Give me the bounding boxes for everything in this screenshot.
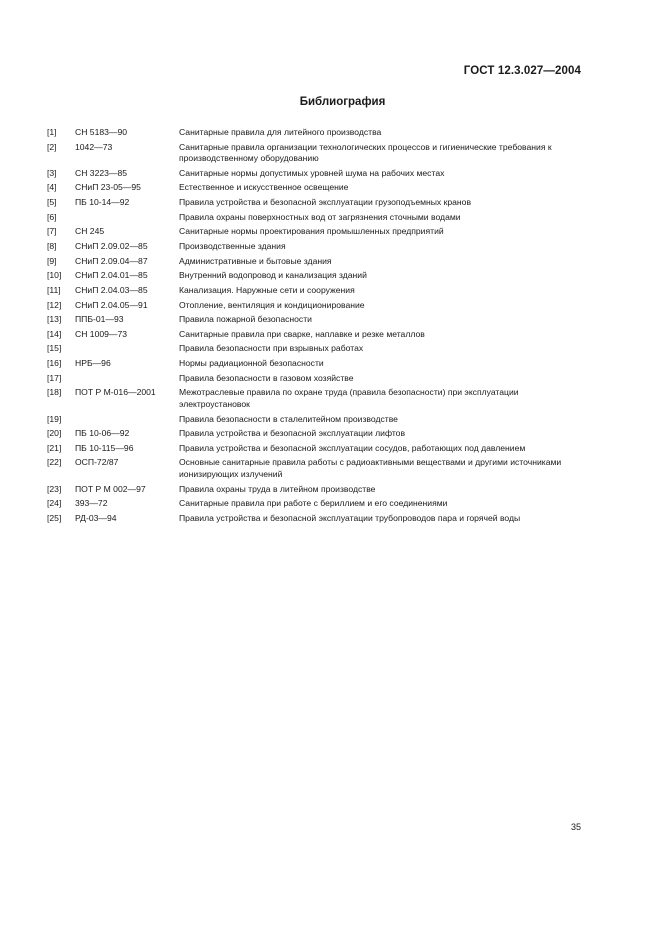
entry-number: [9]	[47, 255, 57, 266]
bibliography-entry	[47, 142, 587, 165]
entry-description: Правила безопасности при взрывных работах	[179, 343, 364, 354]
bibliography-entry	[47, 168, 587, 180]
entry-description: Внутренний водопровод и канализация зданий	[179, 270, 367, 281]
bibliography-entry	[47, 241, 587, 253]
bibliography-entry	[47, 343, 587, 355]
document-standard-header: ГОСТ 12.3.027—2004	[463, 65, 581, 77]
entry-description: Производственные здания	[179, 240, 286, 251]
entry-code: СН 245	[75, 226, 105, 237]
entry-code: СН 5183—90	[75, 127, 128, 137]
entry-number: [5]	[47, 197, 57, 208]
bibliography-entry	[47, 457, 587, 480]
entry-code: ПБ 10-115—96	[75, 442, 134, 453]
bibliography-entry	[47, 226, 587, 238]
bibliography-entry	[47, 285, 587, 297]
entry-code: СНиП 23-05—95	[75, 182, 141, 193]
bibliography-entry	[47, 428, 587, 440]
entry-description: Нормы радиационной безопасности	[179, 358, 324, 369]
entry-description: Естественное и искусственное освещение	[179, 182, 349, 193]
entry-description: Правила устройства и безопасной эксплуатации грузоподъемных кранов	[179, 197, 472, 208]
entry-number: [6]	[47, 211, 57, 222]
entry-number: [11]	[47, 284, 61, 295]
bibliography-entry	[47, 127, 587, 139]
entry-number: [2]	[47, 141, 57, 152]
entry-description: Правила охраны труда в литейном производстве	[179, 483, 376, 494]
entry-code: СНиП 2.04.05—91	[75, 299, 148, 310]
entry-code: НРБ—96	[75, 358, 111, 369]
entry-code: ОСП-72/87	[75, 457, 119, 468]
bibliography-list	[47, 127, 587, 528]
bibliography-entry	[47, 197, 587, 209]
bibliography-entry	[47, 373, 587, 385]
entry-code	[75, 414, 179, 426]
entry-number: [14]	[47, 328, 62, 339]
entry-description: Правила устройства и безопасной эксплуатации сосудов, работающих под давлением	[179, 442, 526, 453]
entry-description: Санитарные нормы допустимых уровней шума на рабочих местах	[179, 167, 445, 178]
entry-number: [20]	[47, 428, 62, 439]
entry-code: ПОТ Р М 002—97	[75, 483, 146, 494]
bibliography-entry	[47, 270, 587, 282]
entry-number: [4]	[47, 182, 57, 193]
entry-code: СНиП 2.09.02—85	[75, 240, 148, 251]
entry-number: [13]	[47, 314, 62, 325]
entry-code: ПБ 10-14—92	[75, 197, 130, 208]
entry-description: Правила охраны поверхностных вод от загрязнения сточными водами	[179, 211, 461, 222]
entry-code: СН 1009—73	[75, 328, 128, 339]
entry-code: ПОТ Р М-016—2001	[75, 387, 156, 398]
bibliography-entry	[47, 182, 587, 194]
entry-number: [25]	[47, 512, 62, 523]
entry-number: [15]	[47, 343, 62, 354]
entry-code: РД-03—94	[75, 512, 117, 523]
entry-code	[75, 212, 179, 224]
entry-description: Правила устройства и безопасной эксплуатации трубопроводов пара и горячей воды	[179, 512, 521, 523]
entry-code: СНиП 2.09.04—87	[75, 255, 148, 266]
entry-number: [18]	[47, 387, 62, 398]
entry-number: [17]	[47, 372, 62, 383]
bibliography-entry	[47, 484, 587, 496]
entry-number: [12]	[47, 299, 62, 310]
entry-code: СНиП 2.04.03—85	[75, 284, 148, 295]
entry-description: Санитарные правила организации технологических процессов и гигиенические требования к производственному оборудованию	[179, 141, 552, 164]
entry-code: ПБ 10-06—92	[75, 428, 130, 439]
entry-code: СНиП 2.04.01—85	[75, 270, 148, 281]
entry-code: 1042—73	[75, 141, 113, 152]
entry-code: ППБ-01—93	[75, 314, 124, 325]
bibliography-entry	[47, 387, 587, 410]
entry-code: 393—72	[75, 498, 108, 509]
entry-code	[75, 343, 179, 355]
entry-description: Правила безопасности в газовом хозяйстве	[179, 372, 354, 383]
page-title: Библиография	[299, 96, 386, 108]
entry-description: Основные санитарные правила работы с радиоактивными веществами и другими источниками ионизирующих излучений	[179, 457, 562, 479]
bibliography-entry	[47, 414, 587, 426]
entry-number: [16]	[47, 358, 62, 369]
entry-description: Санитарные правила при работе с бериллием и его соединениями	[179, 498, 448, 509]
entry-number: [22]	[47, 457, 62, 468]
page-number: 35	[570, 822, 581, 832]
bibliography-entry	[47, 256, 587, 268]
entry-description: Канализация. Наружные сети и сооружения	[179, 284, 355, 295]
bibliography-entry	[47, 314, 587, 326]
entry-code: СН 3223—85	[75, 167, 128, 178]
entry-number: [3]	[47, 167, 57, 178]
entry-number: [10]	[47, 270, 62, 281]
entry-description: Правила безопасности в сталелитейном производстве	[179, 413, 398, 424]
entry-description: Межотраслевые правила по охране труда (правила безопасности) при эксплуатации электроустановок	[179, 387, 519, 409]
bibliography-entry	[47, 498, 587, 510]
entry-description: Правила пожарной безопасности	[179, 314, 312, 325]
entry-description: Отопление, вентиляция и кондиционирование	[179, 299, 365, 310]
bibliography-entry	[47, 358, 587, 370]
entry-number: [23]	[47, 483, 62, 494]
bibliography-entry	[47, 443, 587, 455]
bibliography-entry	[47, 513, 587, 525]
entry-number: [7]	[47, 226, 57, 237]
entry-number: [19]	[47, 413, 62, 424]
entry-number: [1]	[47, 127, 57, 137]
bibliography-entry	[47, 212, 587, 224]
entry-code	[75, 373, 179, 385]
bibliography-entry	[47, 300, 587, 312]
entry-description: Санитарные правила при сварке, наплавке и резке металлов	[179, 328, 425, 339]
entry-number: [8]	[47, 240, 57, 251]
entry-number: [24]	[47, 498, 62, 509]
entry-description: Административные и бытовые здания	[179, 255, 332, 266]
entry-description: Правила устройства и безопасной эксплуатации лифтов	[179, 428, 406, 439]
entry-number: [21]	[47, 442, 62, 453]
bibliography-entry	[47, 329, 587, 341]
entry-description: Санитарные правила для литейного производства	[179, 127, 382, 137]
entry-description: Санитарные нормы проектирования промышленных предприятий	[179, 226, 444, 237]
